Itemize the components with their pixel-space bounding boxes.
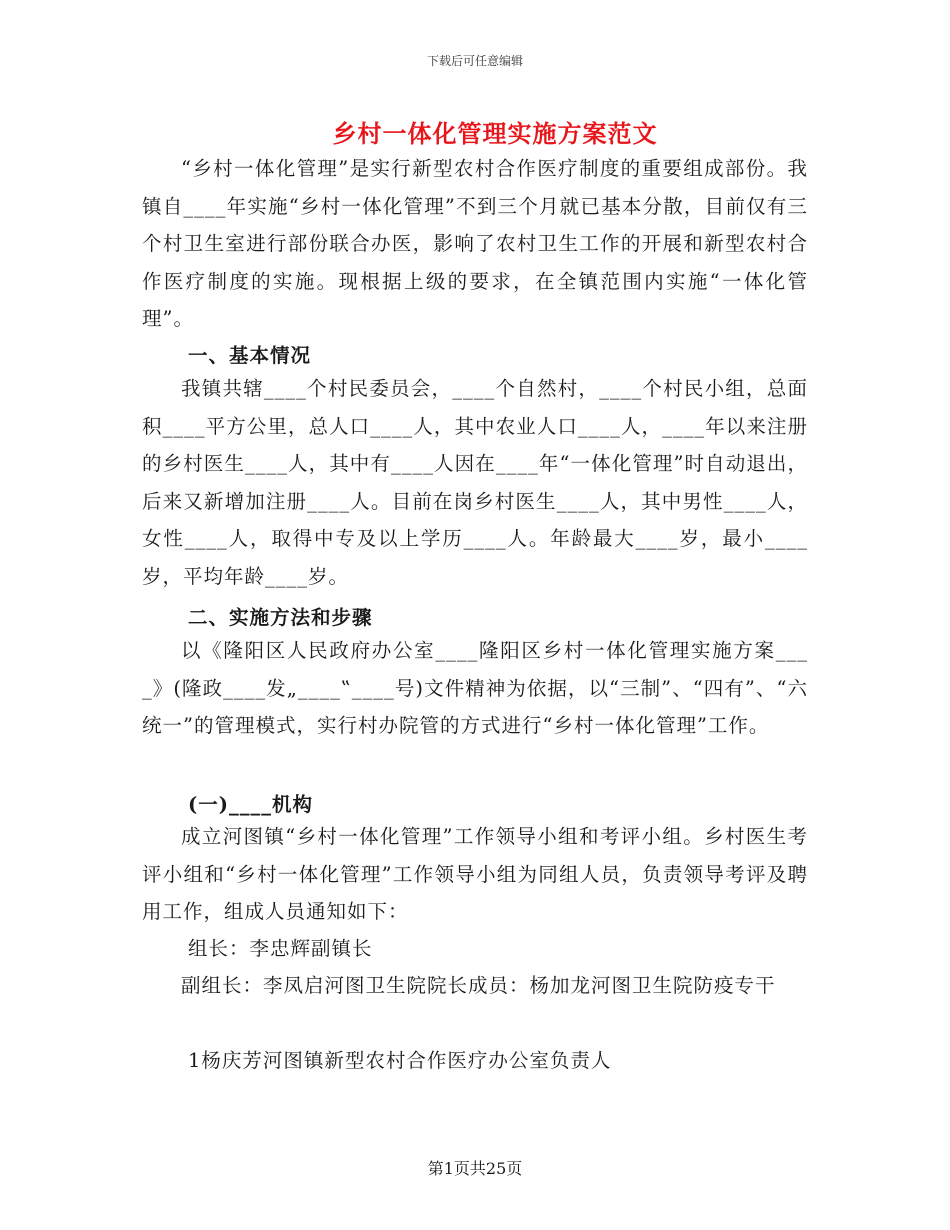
document-title: 乡村一体化管理实施方案范文 [332,119,658,148]
page-footer: 第1页共25页 [427,1159,523,1178]
methods-paragraph: 以《隆阳区人民政府办公室____隆阳区乡村一体化管理实施方案____》(隆政____发„____‟____号)文件精神为依据，以“三制”、“四有”、“六统一”的管理模式，实行村办院管的方式进行“乡村一体化管理”工作。 [142,639,808,737]
section-heading-basic-situation: 一、基本情况 [188,344,312,367]
member-line: 1杨庆芳河图镇新型农村合作医疗办公室负责人 [188,1049,612,1072]
header-note: 下载后可任意编辑 [426,54,523,68]
deputy-leader-paragraph: 副组长：李凤启河图卫生院院长成员：杨加龙河图卫生院防疫专干 [181,974,776,997]
organization-paragraph: 成立河图镇“乡村一体化管理”工作领导小组和考评小组。乡村医生考评小组和“乡村一体化管理”工作领导小组为同组人员，负责领导考评及聘用工作，组成人员通知如下： [142,825,808,923]
intro-paragraph: “乡村一体化管理”是实行新型农村合作医疗制度的重要组成部份。我镇自____年实施“乡村一体化管理”不到三个月就已基本分散，目前仅有三个村卫生室进行部份联合办医，影响了农村卫生工作的开展和新型农村合作医疗制度的实施。现根据上级的要求，在全镇范围内实施“一体化管理”。 [142,157,808,330]
group-leader-line: 组长：李忠辉副镇长 [188,937,373,960]
subsection-heading-organization: (一)____机构 [188,793,313,816]
section-heading-methods-steps: 二、实施方法和步骤 [188,606,373,629]
basic-situation-paragraph: 我镇共辖____个村民委员会，____个自然村，____个村民小组，总面积____平方公里，总人口____人，其中农业人口____人，____年以来注册的乡村医生____人，其中有____人因在____年“一体化管理”时自动退出，后来又新增加注册____人。目前在岗乡村医生____人，其中男性____人，女性____人，取得中专及以上学历____人。年龄最大____岁，最小____岁，平均年龄____岁。 [142,377,808,588]
